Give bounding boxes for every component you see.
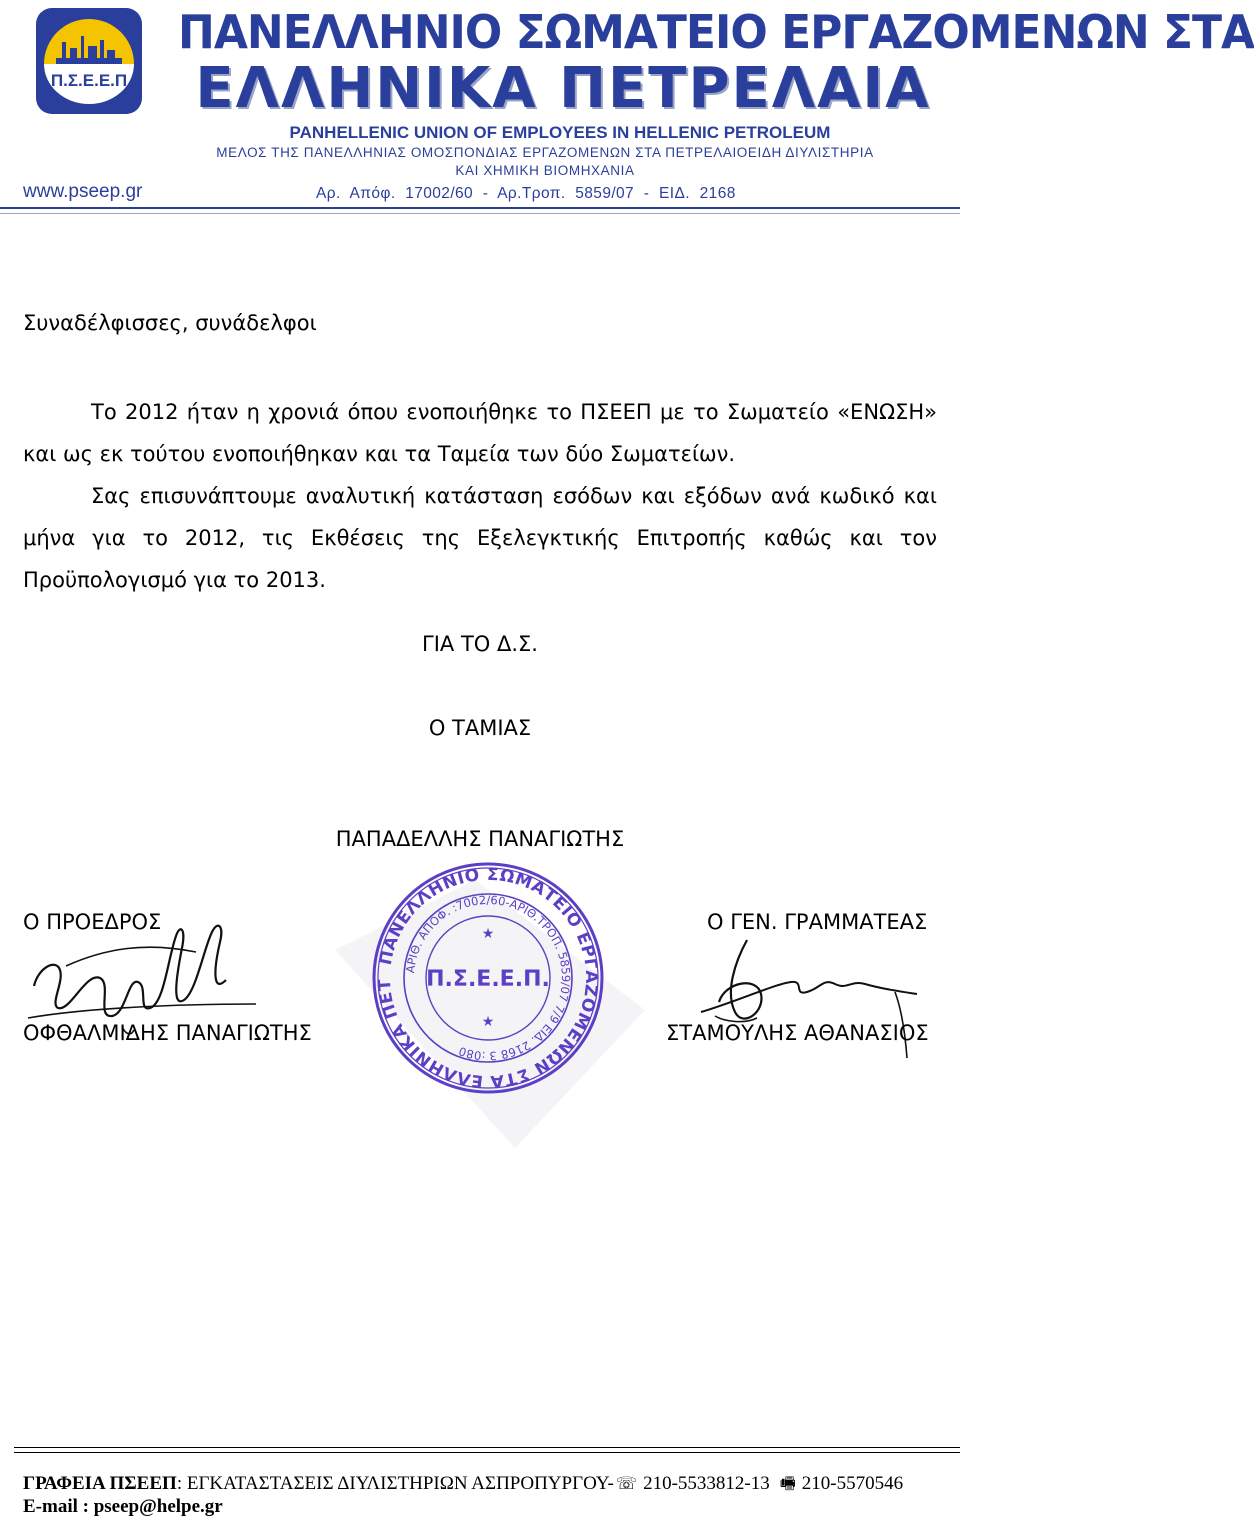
treasurer-title: Ο ΤΑΜΙΑΣ	[428, 716, 532, 740]
union-title-line2: ΕΛΛΗΝΙΚΑ ΠΕΤΡΕΛΑΙΑ	[195, 56, 931, 121]
header-divider	[0, 207, 960, 209]
footer-divider	[14, 1447, 960, 1448]
svg-text:Π.Σ.Ε.Ε.Π: Π.Σ.Ε.Ε.Π	[50, 71, 128, 90]
registration-numbers: Αρ. Απόφ. 17002/60 - Αρ.Τροπ. 5859/07 - ΕΙΔ. 2168	[316, 185, 736, 202]
paragraph-1: Το 2012 ήταν η χρονιά όπου ενοποιήθηκε το ΠΣΕΕΠ με το Σωματείο «ΕΝΩΣΗ» και ως εκ τούτου ενοποιήθηκαν και τα Ταμεία των δύο Σωματείων.	[23, 400, 937, 466]
header-divider-thin	[0, 213, 960, 214]
svg-text:ΑΡΙΘ. ΑΠΟΦ. :7002/60-ΑΡΙΘ.ΤΡΟΠ: ΑΡΙΘ. ΑΠΟΦ. :7002/60-ΑΡΙΘ.ΤΡΟΠ. 5859/07 7/9 ΕΙΔ. 2168 3 :080	[403, 892, 574, 1064]
footer-email[interactable]: E-mail : pseep@helpe.gr	[23, 1496, 223, 1517]
greeting: Συναδέλφισσες, συνάδελφοι	[23, 311, 317, 335]
union-stamp	[368, 860, 608, 1096]
fax-icon: 🖷	[779, 1474, 796, 1493]
footer-offices-label: ΓΡΑΦΕΙΑ ΠΣΕΕΠ	[23, 1473, 177, 1494]
union-subtitle-english: PANHELLENIC UNION OF EMPLOYEES IN HELLENIC PETROLEUM	[289, 123, 831, 142]
footer-address: : ΕΓΚΑΤΑΣΤΑΣΕΙΣ ΔΙΥΛΙΣΤΗΡΙΩΝ ΑΣΠΡΟΠΥΡΓΟΥ-	[176, 1473, 614, 1494]
federation-membership-line1: ΜΕΛΟΣ ΤΗΣ ΠΑΝΕΛΛΗΝΙΑΣ ΟΜΟΣΠΟΝΔΙΑΣ ΕΡΓΑΖΟΜΕΝΩΝ ΣΤΑ ΠΕΤΡΕΛΑΙΟΕΙΔΗ ΔΙΥΛΙΣΤΗΡΙΑ	[216, 145, 874, 160]
secretary-signature	[695, 932, 925, 1066]
svg-text:★: ★	[481, 1014, 495, 1030]
svg-text:ΠΑΝΕΛΛΗΝΙΟ ΣΩΜΑΤΕΙΟ ΕΡΓΑΖΟΜΕΝΩ: ΠΑΝΕΛΛΗΝΙΟ ΣΩΜΑΤΕΙΟ ΕΡΓΑΖΟΜΕΝΩΝ ΣΤΑ ΕΛΛΗΝΙΚΑ ΠΕΤ	[374, 864, 602, 1092]
president-name: ΟΦΘΑΛΜΙΔΗΣ ΠΑΝΑΓΙΩΤΗΣ	[23, 1021, 312, 1045]
letter-body	[23, 391, 937, 601]
for-board-label: ΓΙΑ ΤΟ Δ.Σ.	[422, 632, 538, 656]
svg-text:★: ★	[481, 926, 495, 942]
phone-icon: ☏	[615, 1474, 638, 1493]
union-logo	[36, 8, 142, 114]
secretary-name: ΣΤΑΜΟΥΛΗΣ ΑΘΑΝΑΣΙΟΣ	[666, 1021, 929, 1045]
website-link[interactable]: www.pseep.gr	[23, 181, 143, 202]
footer-divider-second	[14, 1452, 960, 1453]
secretary-title: Ο ΓΕΝ. ΓΡΑΜΜΑΤΕΑΣ	[707, 910, 928, 934]
paragraph-2: Σας επισυνάπτουμε αναλυτική κατάσταση εσόδων και εξόδων ανά κωδικό και μήνα για το 2012, τις Εκθέσεις της Εξελεγκτικής Επιτροπής καθώς και τον Προϋπολογισμό για το 2013.	[23, 484, 937, 592]
federation-membership-line2: ΚΑΙ ΧΗΜΙΚΗ ΒΙΟΜΗΧΑΝΙΑ	[455, 163, 635, 178]
footer-phone[interactable]: 210-5533812-13	[643, 1473, 770, 1494]
president-title: Ο ΠΡΟΕΔΡΟΣ	[23, 910, 162, 934]
svg-text:Π.Σ.Ε.Ε.Π.: Π.Σ.Ε.Ε.Π.	[426, 967, 550, 992]
union-title-line1: ΠΑΝΕΛΛΗΝΙΟ ΣΩΜΑΤΕΙΟ ΕΡΓΑΖΟΜΕΝΩΝ ΣΤΑ	[178, 6, 1254, 60]
footer-fax: 210-5570546	[801, 1473, 904, 1494]
treasurer-name: ΠΑΠΑΔΕΛΛΗΣ ΠΑΝΑΓΙΩΤΗΣ	[335, 827, 625, 851]
